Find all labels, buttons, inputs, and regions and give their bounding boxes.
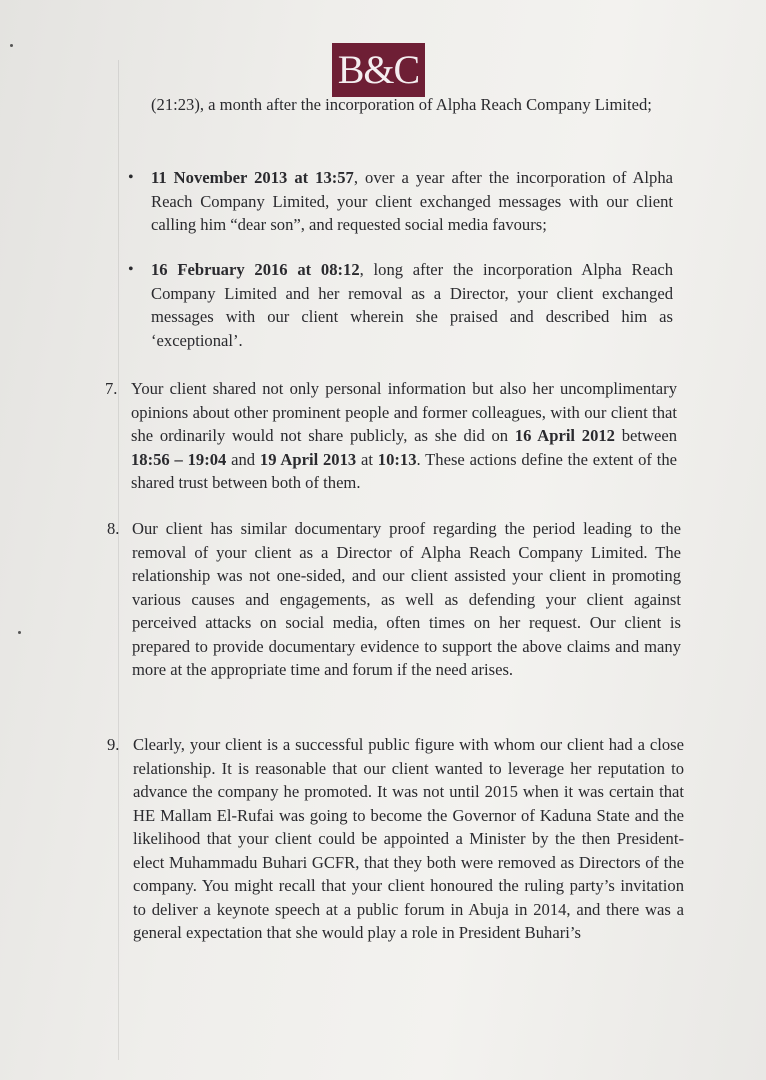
paragraph-9: Clearly, your client is a successful public figure with whom our client had a close relationship. It is reasonable that our client wanted to leverage her reputation to advance the company he promoted. It was not until 2015 when it was certain that HE Mallam El-Rufai was going to become the Governor of Kaduna State and the likelihood that your client could be appointed a Minister by the then President-elect Muhammadu Buhari GCFR, that they both were removed as Directors of the company. You might recall that your client honoured the ruling party’s invitation to deliver a keynote speech at a public forum in Abuja in 2014, and there was a general expectation that she would play a role in President Buhari’s [133, 735, 684, 942]
p7-date-2: 19 April 2013 [259, 449, 357, 469]
intro-text: (21:23), a month after the incorporation of Alpha Reach Company Limited; [151, 95, 652, 114]
p7-text-d: at [356, 449, 378, 469]
p7-text-a: Your client shared not only personal information but also her uncomplimentary opinions about other prominent people and former colleagues, with our client that she ordinarily would not share publicly, as she did on [131, 379, 677, 445]
paragraph-7 [131, 377, 677, 495]
paragraph-9-number: 9. [107, 735, 120, 754]
bullet-item-2 [151, 258, 673, 352]
p7-text-b: between [614, 426, 677, 445]
bullet-2-text: , long after the incorporation Alpha Reach Company Limited and her removal as a Director, your client exchanged messages with our client wherein she praised and described him as ‘exceptional’. [151, 260, 673, 350]
p7-text-e: . These actions define the extent of the shared trust between both of them. [131, 449, 677, 492]
bullet-marker: • [128, 261, 134, 278]
paragraph-7-number: 7. [105, 379, 118, 398]
p7-time-2: 10:13 [377, 449, 417, 469]
paper-speck [10, 44, 13, 47]
firm-logo: B&C [332, 43, 425, 97]
bullet-1-text: , over a year after the incorporation of Alpha Reach Company Limited, your client exchanged messages with our client calling him “dear son”, and requested social media favours; [151, 168, 673, 234]
bullet-marker: • [128, 169, 134, 186]
bullet-item-1 [151, 166, 673, 237]
paragraph-8-number: 8. [107, 519, 120, 538]
paragraph-8: Our client has similar documentary proof regarding the period leading to the removal of your client as a Director of Alpha Reach Company Limited. The relationship was not one-sided, and our client assisted your client in promoting various causes and engagements, as well as defending your client against perceived attacks on social media, often times on her request. Our client is prepared to provide documentary evidence to support the above claims and many more at the appropriate time and forum if the need arises. [132, 519, 681, 679]
bullet-2-date: 16 February 2016 at 08:12 [151, 260, 360, 279]
margin-line [118, 60, 119, 1060]
paper-speck [18, 631, 21, 634]
p7-text-c: and [226, 449, 260, 469]
bullet-1-date: 11 November 2013 at 13:57 [151, 168, 354, 187]
p7-time-1: 18:56 – 19:04 [131, 449, 227, 469]
p7-date-1: 16 April 2012 [514, 426, 615, 445]
